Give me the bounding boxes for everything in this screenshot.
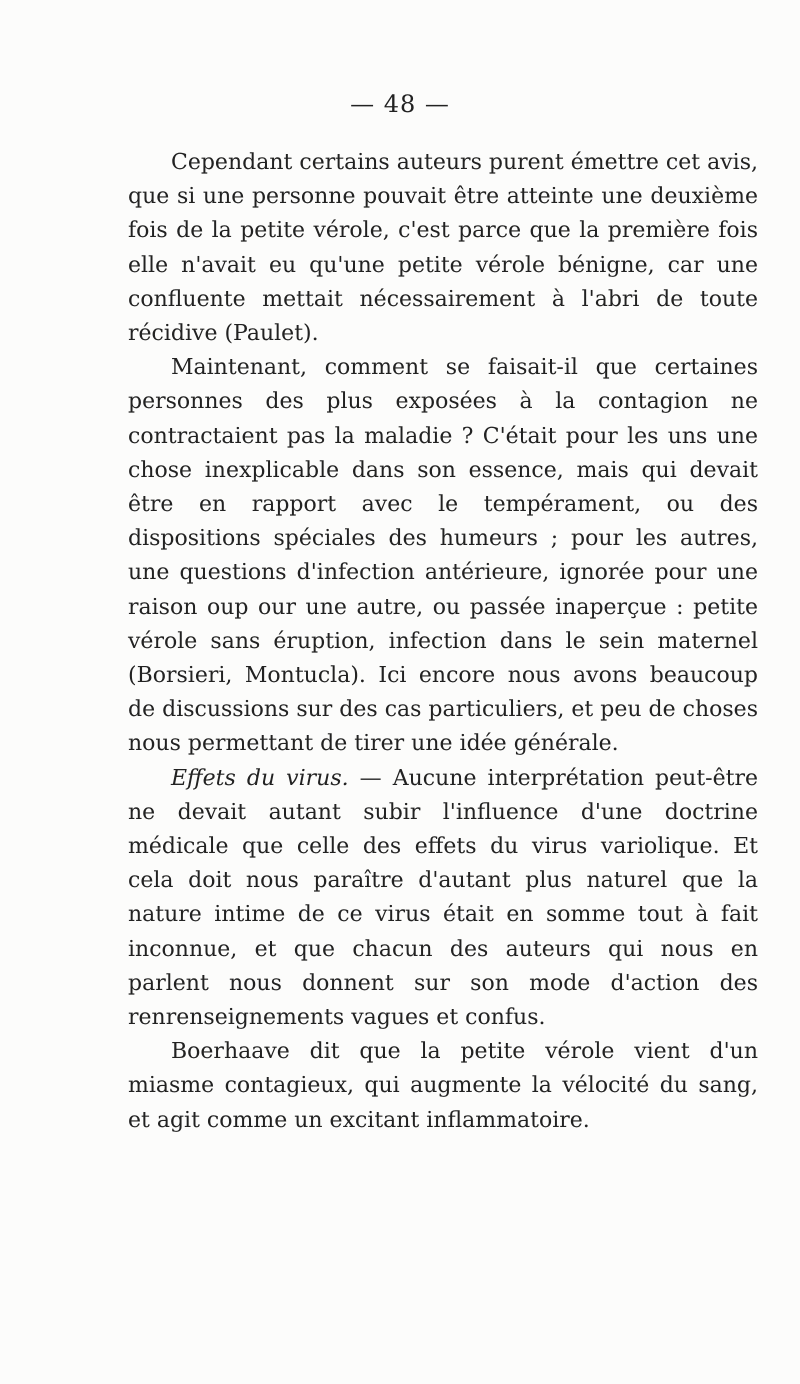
section-heading: Effets du virus. — [171, 765, 349, 791]
paragraph-3 — [128, 762, 758, 1036]
paragraph-1: Cependant certains auteurs purent émettre cet avis, que si une personne pouvait être atteinte une deuxième fois de la petite vérole, c'est parce que la première fois elle n'avait eu qu'une petite vérole bénigne, car une confluente mettait nécessairement à l'abri de toute récidive (Paulet). — [128, 150, 758, 347]
paragraph-3-text: — Aucune interprétation peut-être ne devait autant subir l'influence d'une doctrine médicale que celle des effets du virus variolique. Et cela doit nous paraître d'autant plus naturel que la nature intime de ce virus était en somme tout à fait inconnue, et que chacun des auteurs qui nous en parlent nous donnent sur son mode d'action des renrenseignements vagues et confus. — [128, 765, 758, 1031]
paragraph-4: Boerhaave dit que la petite vérole vient d'un miasme contagieux, qui augmente la vélocité du sang, et agit comme un excitant inflammatoire. — [128, 1039, 758, 1133]
body-text — [128, 146, 758, 1138]
paragraph-2: Maintenant, comment se faisait-il que certaines personnes des plus exposées à la contagion ne contractaient pas la maladie ? C'était pour les uns une chose inexplicable dans son essence, mais qui devait être en rapport avec le tempérament, ou des dispositions spéciales des humeurs ; pour les autres, une questions d'infection antérieure, ignorée pour une raison oup our une autre, ou passée inaperçue : petite vérole sans éruption, infection dans le sein maternel (Borsieri, Montucla). Ici encore nous avons beaucoup de discussions sur des cas particuliers, et peu de choses nous permettant de tirer une idée générale. — [128, 355, 758, 757]
page-number: — 48 — — [350, 90, 450, 118]
